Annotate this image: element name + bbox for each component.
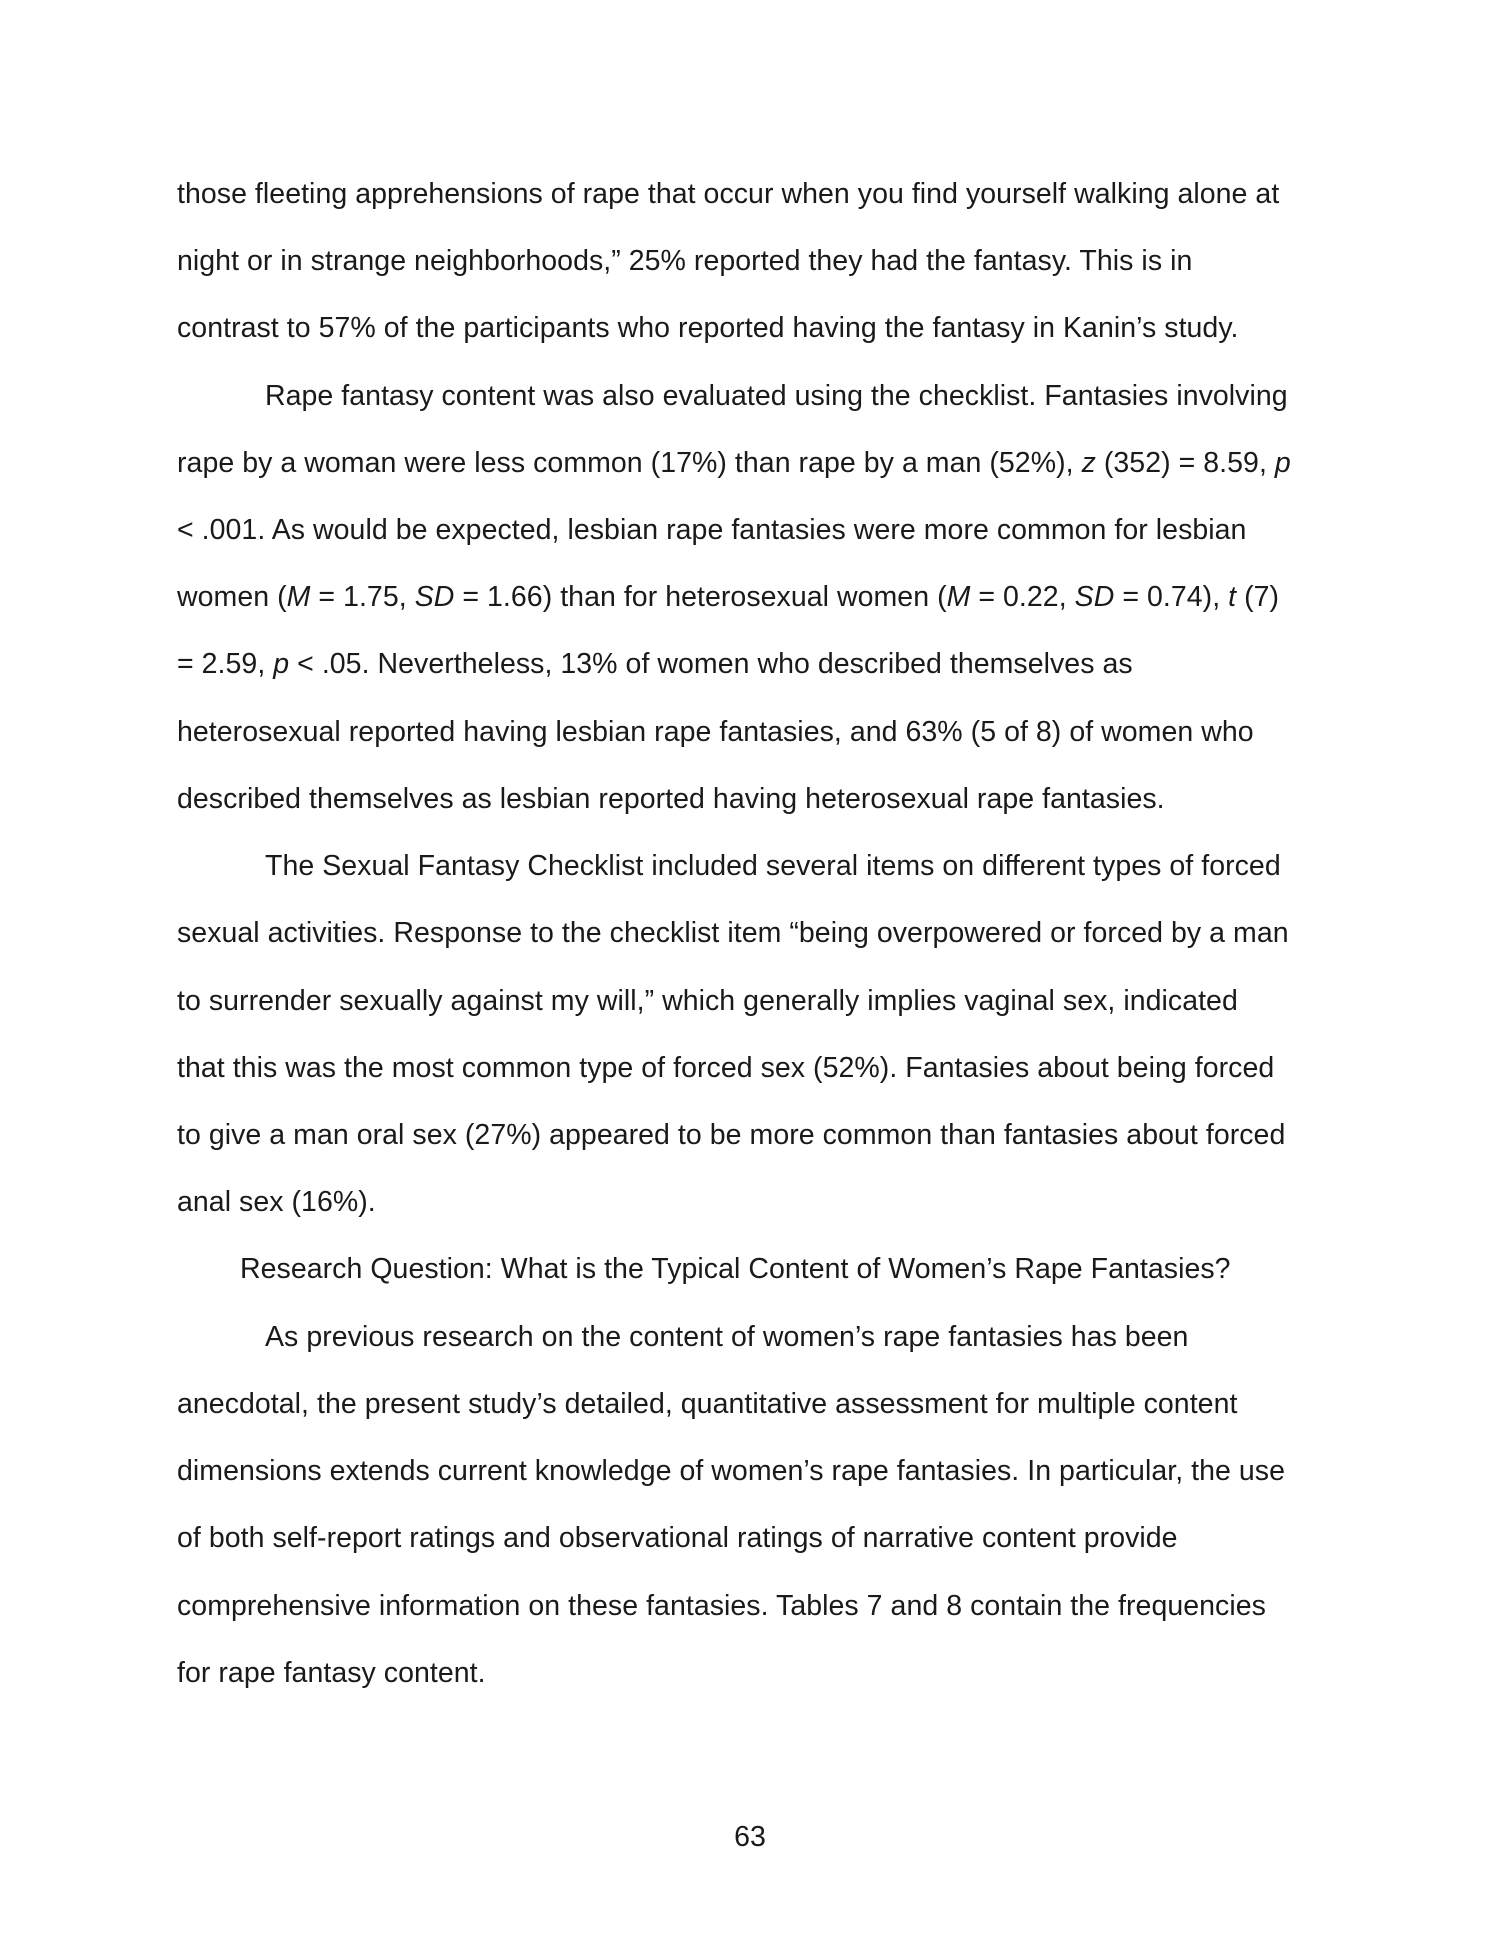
paragraph-start-line: Rape fantasy content was also evaluated using the checklist. Fantasies involving [265, 380, 1288, 412]
text-line: to give a man oral sex (27%) appeared to be more common than fantasies about forced [177, 1119, 1286, 1151]
text-line: women (M = 1.75, SD = 1.66) than for heterosexual women (M = 0.22, SD = 0.74), t (7) [177, 581, 1280, 613]
text-line: anecdotal, the present study’s detailed, quantitative assessment for multiple content [177, 1388, 1238, 1420]
text-line: comprehensive information on these fantasies. Tables 7 and 8 contain the frequencies [177, 1590, 1266, 1622]
text-line: dimensions extends current knowledge of women’s rape fantasies. In particular, the use [177, 1455, 1285, 1487]
text-line: of both self-report ratings and observational ratings of narrative content provide [177, 1522, 1178, 1554]
text-line: to surrender sexually against my will,” which generally implies vaginal sex, indicated [177, 985, 1238, 1017]
text-line: those fleeting apprehensions of rape that occur when you find yourself walking alone at [177, 178, 1280, 210]
paragraph-start-line: As previous research on the content of women’s rape fantasies has been [265, 1321, 1189, 1353]
paragraph-start-line: The Sexual Fantasy Checklist included several items on different types of forced [265, 850, 1281, 882]
text-line: heterosexual reported having lesbian rape fantasies, and 63% (5 of 8) of women who [177, 716, 1254, 748]
text-line: sexual activities. Response to the checklist item “being overpowered or forced by a man [177, 917, 1289, 949]
page-number: 63 [734, 1821, 766, 1853]
text-line: anal sex (16%). [177, 1186, 376, 1218]
text-line: that this was the most common type of forced sex (52%). Fantasies about being forced [177, 1052, 1275, 1084]
text-line: rape by a woman were less common (17%) than rape by a man (52%), z (352) = 8.59, p [177, 447, 1291, 479]
text-line: described themselves as lesbian reported having heterosexual rape fantasies. [177, 783, 1165, 815]
text-line: < .001. As would be expected, lesbian rape fantasies were more common for lesbian [177, 514, 1247, 546]
text-line: night or in strange neighborhoods,” 25% reported they had the fantasy. This is in [177, 245, 1193, 277]
text-line: = 2.59, p < .05. Nevertheless, 13% of women who described themselves as [177, 648, 1133, 680]
section-heading: Research Question: What is the Typical Content of Women’s Rape Fantasies? [240, 1253, 1231, 1285]
text-line: for rape fantasy content. [177, 1657, 486, 1689]
text-line: contrast to 57% of the participants who reported having the fantasy in Kanin’s study. [177, 312, 1239, 344]
